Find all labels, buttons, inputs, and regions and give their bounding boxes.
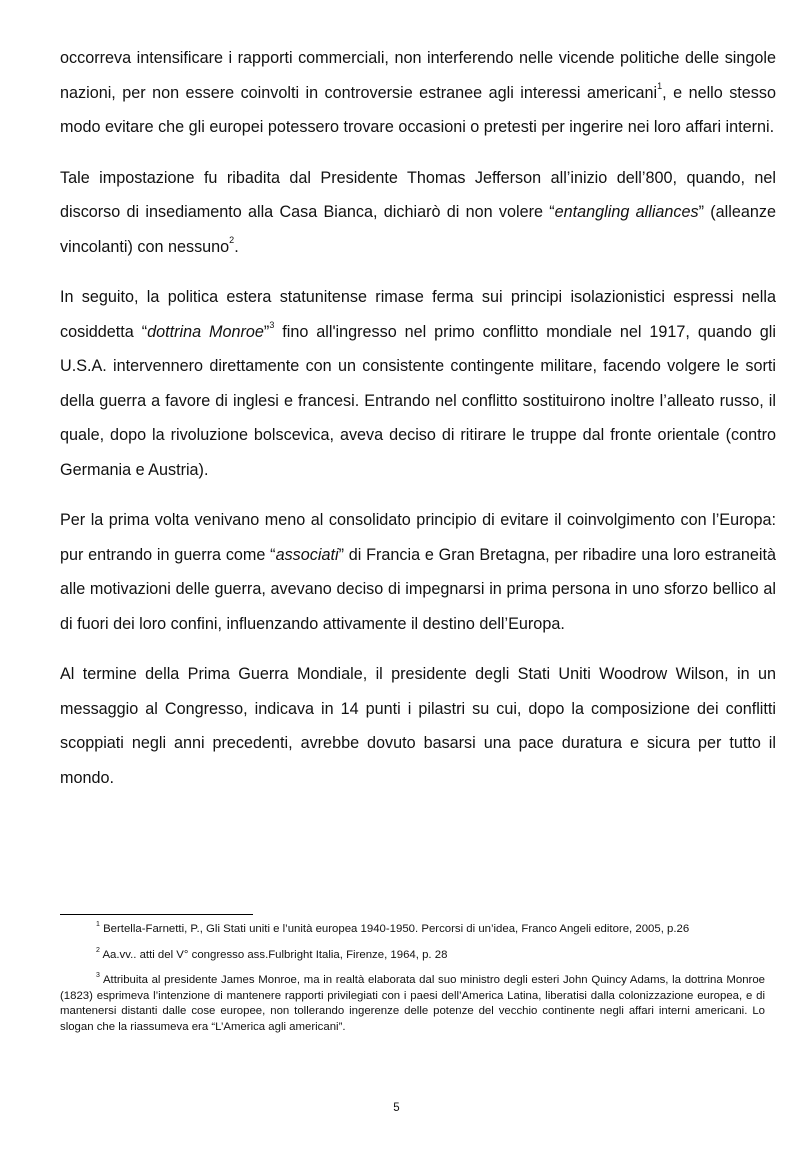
footnote-ref-3: 3	[269, 320, 275, 331]
footnote-2	[60, 948, 765, 964]
footnote-1	[60, 922, 765, 938]
footnote-number: 3	[96, 972, 100, 980]
paragraph-3	[60, 280, 776, 487]
paragraph-1-text: occorreva intensificare i rapporti commerciali, non interferendo nelle vicende politiche delle singole nazioni, per non essere coinvolti in controversie estranee agli interessi americani	[60, 49, 776, 102]
paragraph-2-text-cont: ” (alleanze vincolanti) con nessuno	[60, 203, 776, 256]
paragraph-4-text: Per la prima volta venivano meno al consolidato principio di evitare il coinvolgimento con l’Europa: pur entrando in guerra come “	[60, 511, 776, 564]
paragraph-2-text: Tale impostazione fu ribadita dal Presidente Thomas Jefferson all’inizio dell’800, quando, nel discorso di insediamento alla Casa Bianca, dichiarò di non volere “	[60, 168, 776, 221]
paragraph-1	[60, 41, 776, 145]
paragraph-3-text: In seguito, la politica estera statunitense rimase ferma sui principi isolazionistici espressi nella cosiddetta “	[60, 288, 776, 341]
page-number: 5	[393, 1102, 400, 1114]
italic-phrase-entangling-alliances: entangling alliances	[554, 203, 699, 221]
paragraph-5-text: Al termine della Prima Guerra Mondiale, il presidente degli Stati Uniti Woodrow Wilson, in un messaggio al Congresso, indicava in 14 punti i pilastri su cui, dopo la composizione dei conflitti scoppiati negli anni precedenti, avrebbe dovuto basarsi una pace duratura e sicura per tutto il mondo.	[60, 665, 776, 787]
body-text	[60, 41, 776, 811]
footnote-separator	[60, 914, 253, 915]
footnote-number: 1	[96, 921, 100, 929]
footnote-text: Aa.vv.. atti del V° congresso ass.Fulbright Italia, Firenze, 1964, p. 28	[99, 948, 448, 961]
footnote-ref-2: 2	[229, 235, 235, 246]
paragraph-3-text-cont: fino all'ingresso nel primo conflitto mondiale nel 1917, quando gli U.S.A. intervennero direttamente con un consistente contingente militare, facendo volgere le sorti della guerra a favore di inglesi e francesi. Entrando nel conflitto sostituirono inoltre l’alleato russo, il quale, dopo la rivoluzione bolscevica, aveva deciso di ritirare le truppe dal fronte orientale (contro Germania e Austria).	[60, 322, 776, 479]
paragraph-4-text-cont: ” di Francia e Gran Bretagna, per ribadire una loro estraneità alle motivazioni delle guerra, avevano deciso di impegnarsi in prima persona in uno sforzo bellico al di fuori dei loro confini, influenzando attivamente il destino dell’Europa.	[60, 545, 776, 633]
footnotes	[60, 922, 765, 1046]
paragraph-1-text-cont: , e nello stesso modo evitare che gli europei potessero trovare occasioni o pretesti per ingerire nei loro affari interni.	[60, 83, 776, 136]
footnote-text: Bertella-Farnetti, P., Gli Stati uniti e l’unità europea 1940-1950. Percorsi di un’idea, Franco Angeli editore, 2005, p.26	[99, 923, 690, 935]
footnote-3	[60, 973, 765, 1035]
paragraph-3-quote-close: ”	[263, 322, 270, 341]
italic-word-associati: associati	[275, 545, 339, 564]
footnote-ref-1: 1	[657, 81, 663, 92]
paragraph-5	[60, 657, 776, 795]
italic-phrase-dottrina-monroe: dottrina Monroe	[147, 322, 264, 341]
paragraph-2-text-end: .	[234, 237, 239, 256]
paragraph-2	[60, 161, 776, 265]
footnote-number: 2	[96, 946, 100, 954]
paragraph-4	[60, 503, 776, 641]
footnote-text: Attribuita al presidente James Monroe, ma in realtà elaborata dal suo ministro degli esteri John Quincy Adams, la dottrina Monroe (1823) esprimeva l’intenzione di mantenere rapporti privilegiati con i paesi dell’America Latina, liberatisi dalla colonizzazione europea, e di mantenersi distanti dalle cose europee, non tollerando ingerenze delle potenze del vecchio continente negli affari interni americani. Lo slogan che la riassumeva era “L’America agli americani”.	[60, 974, 765, 1033]
